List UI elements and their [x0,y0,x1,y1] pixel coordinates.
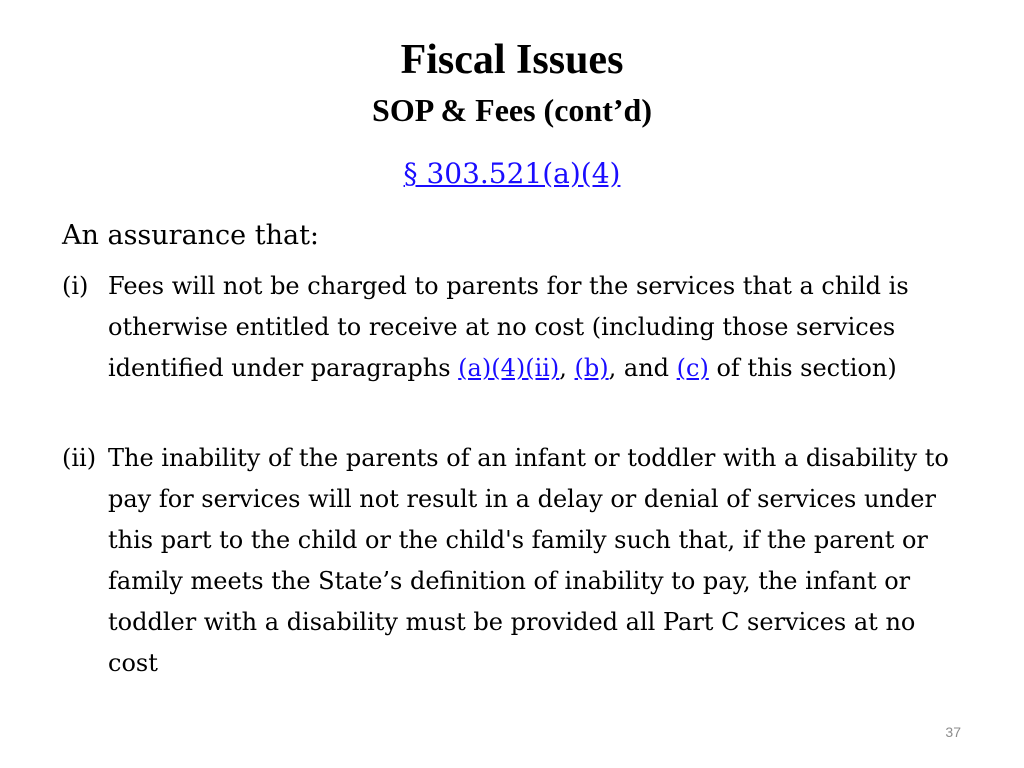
paragraph-c-link[interactable]: (c) [676,354,709,382]
separator: , [559,354,575,382]
slide-title: Fiscal Issues [400,37,624,83]
citation [0,154,1024,194]
list-item-text [108,266,962,389]
list-marker: (i) [62,272,89,300]
paragraph-b-link[interactable]: (b) [574,354,609,382]
page-number: 37 [945,724,961,740]
citation-link[interactable]: § 303.521(a)(4) [403,157,621,190]
list-marker: (ii) [62,444,97,472]
list-item-i [62,266,962,389]
list-item-text: The inability of the parents of an infant or toddler with a disability to pay for services will not result in a delay or denial of services under this part to the child or the child's family such that, if the parent or family meets the State’s definition of inability to pay, the infant or toddler with a disability must be provided all Part C services at no cost [108,444,949,677]
intro-text: An assurance that: [62,220,320,251]
separator: , and [608,354,677,382]
slide-subtitle: SOP & Fees (cont’d) [372,92,652,128]
paragraph-a4ii-link[interactable]: (a)(4)(ii) [458,354,560,382]
item-text-part: Fees will not be charged to parents for the services that a child is otherwise entitled to receive at no cost (including those services identified under paragraphs [108,272,909,382]
list-item-ii [62,438,962,684]
item-text-part: of this section) [708,354,897,382]
